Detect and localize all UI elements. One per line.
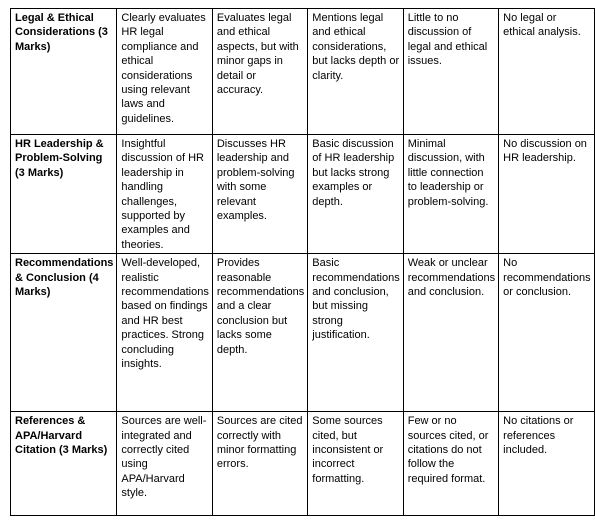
criterion-cell: Recommendations & Conclusion (4 Marks)	[11, 254, 117, 412]
descriptor-cell: Minimal discussion, with little connection to leadership or problem-solving.	[403, 135, 498, 254]
criterion-cell: Legal & Ethical Considerations (3 Marks)	[11, 9, 117, 135]
descriptor-cell: No recommendations or conclusion.	[499, 254, 594, 412]
descriptor-cell: Mentions legal and ethical considerations, but lacks depth or clarity.	[308, 9, 403, 135]
descriptor-cell: Basic discussion of HR leadership but lacks strong examples or depth.	[308, 135, 403, 254]
table-row	[11, 254, 595, 412]
descriptor-cell: Provides reasonable recommendations and a clear conclusion but lacks some depth.	[212, 254, 307, 412]
rubric-table	[10, 8, 595, 516]
descriptor-cell: Weak or unclear recommendations and conclusion.	[403, 254, 498, 412]
descriptor-cell: Insightful discussion of HR leadership in handling challenges, supported by examples and theories.	[117, 135, 212, 254]
table-row	[11, 412, 595, 516]
descriptor-cell: Sources are cited correctly with minor formatting errors.	[212, 412, 307, 516]
descriptor-cell: Some sources cited, but inconsistent or incorrect formatting.	[308, 412, 403, 516]
descriptor-cell: Well-developed, realistic recommendations based on findings and HR best practices. Strong concluding insights.	[117, 254, 212, 412]
descriptor-cell: Few or no sources cited, or citations do not follow the required format.	[403, 412, 498, 516]
descriptor-cell: No discussion on HR leadership.	[499, 135, 594, 254]
descriptor-cell: Little to no discussion of legal and ethical issues.	[403, 9, 498, 135]
descriptor-cell: Sources are well-integrated and correctly cited using APA/Harvard style.	[117, 412, 212, 516]
table-row	[11, 9, 595, 135]
descriptor-cell: Basic recommendations and conclusion, but missing strong justification.	[308, 254, 403, 412]
descriptor-cell: Clearly evaluates HR legal compliance and ethical considerations using relevant laws and guidelines.	[117, 9, 212, 135]
criterion-cell: References & APA/Harvard Citation (3 Marks)	[11, 412, 117, 516]
descriptor-cell: Evaluates legal and ethical aspects, but with minor gaps in detail or accuracy.	[212, 9, 307, 135]
descriptor-cell: Discusses HR leadership and problem-solving with some relevant examples.	[212, 135, 307, 254]
criterion-cell: HR Leadership & Problem-Solving (3 Marks)	[11, 135, 117, 254]
descriptor-cell: No legal or ethical analysis.	[499, 9, 594, 135]
table-row	[11, 135, 595, 254]
descriptor-cell: No citations or references included.	[499, 412, 594, 516]
